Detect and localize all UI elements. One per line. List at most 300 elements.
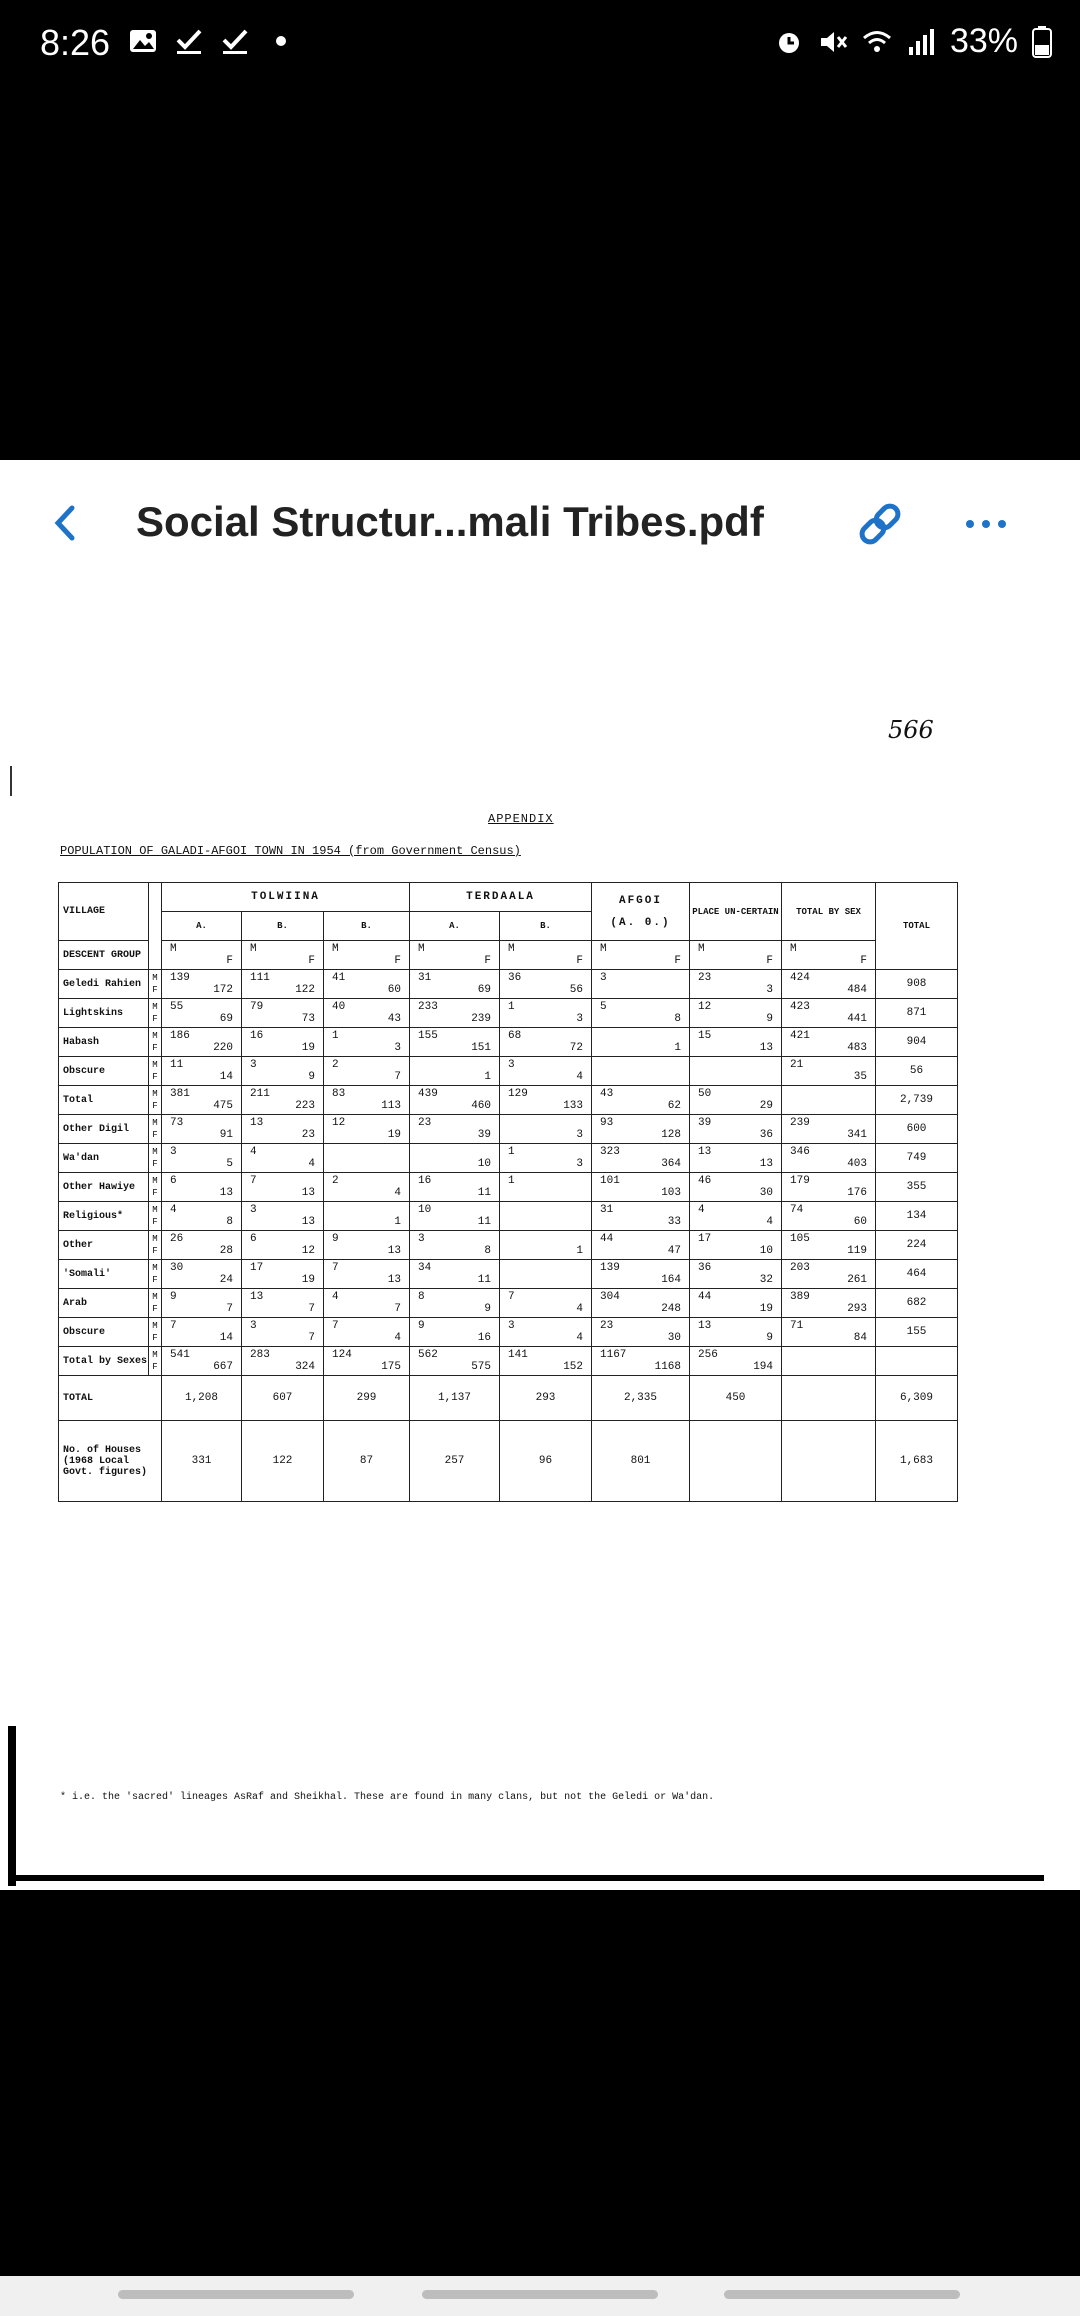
male-value: 139 [170,972,190,984]
row-label: Obscure [59,1057,149,1086]
female-value: 56 [569,984,583,996]
table-row [59,1289,958,1318]
data-cell [162,970,242,999]
data-cell [242,1260,324,1289]
table-row [59,1347,958,1376]
data-cell [242,1057,324,1086]
f-label: F [308,955,315,967]
female-value: 1 [484,1071,491,1083]
data-cell [410,1086,500,1115]
male-value: 23 [600,1320,614,1332]
f-label: F [674,955,681,967]
data-cell [500,1289,592,1318]
female-value: 13 [301,1216,315,1228]
afgoi-header [592,883,690,941]
female-value: 575 [471,1361,491,1373]
female-value: 13 [301,1187,315,1199]
data-cell [324,1231,410,1260]
data-cell [690,1115,782,1144]
female-value: 133 [563,1100,583,1112]
female-value: 460 [471,1100,491,1112]
status-bar [0,0,1080,92]
data-cell [324,1202,410,1231]
m-label: M [152,1002,158,1012]
female-value: 152 [563,1361,583,1373]
female-value: 341 [847,1129,867,1141]
male-value: 256 [698,1349,718,1361]
male-value: 7 [332,1262,339,1274]
data-cell [500,970,592,999]
data-cell [410,1115,500,1144]
female-value: 19 [301,1274,315,1286]
female-value: 8 [484,1245,491,1257]
male-value: 3 [508,1059,515,1071]
female-value: 11 [477,1274,491,1286]
summary-value: 96 [500,1421,592,1502]
f-label: F [152,1333,158,1343]
mf-marker [149,1057,162,1086]
female-value: 7 [308,1332,315,1344]
female-value: 3 [576,1158,583,1170]
male-value: 421 [790,1030,810,1042]
summary-value: 122 [242,1421,324,1502]
female-value: 84 [853,1332,867,1344]
summary-value: 1,137 [410,1376,500,1421]
female-value: 69 [219,1013,233,1025]
male-value: 7 [170,1320,177,1332]
female-value: 23 [301,1129,315,1141]
total-header: TOTAL [876,883,958,970]
row-label: Total [59,1086,149,1115]
navigation-bar [0,2276,1080,2316]
table-row [59,1318,958,1347]
m-label: M [152,1205,158,1215]
data-cell [690,1173,782,1202]
sub-label: A. [410,912,500,941]
data-cell [162,1115,242,1144]
data-cell [410,1318,500,1347]
female-value: 14 [219,1071,233,1083]
mf-header [149,883,162,970]
row-label: 'Somali' [59,1260,149,1289]
female-value: 175 [381,1361,401,1373]
m-label: M [152,973,158,983]
data-cell [592,1086,690,1115]
m-label: M [250,943,257,955]
male-value: 3 [250,1059,257,1071]
table-row [59,1173,958,1202]
data-cell [592,1028,690,1057]
m-label: M [152,1176,158,1186]
page-number: 566 [888,716,934,744]
sub-label: B. [242,912,324,941]
male-value: 4 [170,1204,177,1216]
male-value: 3 [508,1320,515,1332]
row-label: Other Digil [59,1115,149,1144]
row-label: Obscure [59,1318,149,1347]
f-label: F [152,1101,158,1111]
grand-total-row [59,1376,958,1421]
row-total: 464 [876,1260,958,1289]
male-value: 1 [332,1030,339,1042]
data-cell [242,1086,324,1115]
female-value: 194 [753,1361,773,1373]
summary-value [782,1376,876,1421]
data-cell [242,999,324,1028]
data-cell [410,1173,500,1202]
female-value: 7 [394,1071,401,1083]
scan-mark [10,766,12,796]
female-value: 4 [394,1187,401,1199]
summary-total: 6,309 [876,1376,958,1421]
female-value: 35 [853,1071,867,1083]
female-value: 91 [219,1129,233,1141]
male-value: 124 [332,1349,352,1361]
row-label: Arab [59,1289,149,1318]
female-value: 164 [661,1274,681,1286]
male-value: 44 [600,1233,614,1245]
data-cell [500,999,592,1028]
female-value: 12 [301,1245,315,1257]
male-value: 179 [790,1175,810,1187]
nav-home-button[interactable] [422,2290,658,2299]
female-value: 69 [477,984,491,996]
male-value: 283 [250,1349,270,1361]
data-cell [242,1289,324,1318]
male-value: 15 [698,1030,712,1042]
female-value: 32 [759,1274,773,1286]
male-value: 10 [418,1204,432,1216]
m-label: M [418,943,425,955]
mf-marker [149,1318,162,1347]
female-value: 5 [226,1158,233,1170]
mf-marker [149,1086,162,1115]
scan-bottom-edge [16,1875,1044,1881]
male-value: 13 [698,1320,712,1332]
battery-icon [1032,26,1052,58]
male-value: 23 [418,1117,432,1129]
female-value: 72 [569,1042,583,1054]
mf-marker [149,1231,162,1260]
row-total: 155 [876,1318,958,1347]
male-value: 346 [790,1146,810,1158]
sub-label: B. [324,912,410,941]
female-value: 1 [394,1216,401,1228]
mf-subheader [324,941,410,970]
male-value: 239 [790,1117,810,1129]
male-value: 12 [698,1001,712,1013]
male-value: 424 [790,972,810,984]
female-value: 39 [477,1129,491,1141]
mf-subheader [592,941,690,970]
data-cell [690,1028,782,1057]
data-cell [242,1115,324,1144]
nav-back-button[interactable] [724,2290,960,2299]
female-value: 176 [847,1187,867,1199]
female-value: 13 [387,1245,401,1257]
m-label: M [152,1089,158,1099]
female-value: 1 [576,1245,583,1257]
data-cell [162,1231,242,1260]
mf-marker [149,999,162,1028]
summary-value: 1,208 [162,1376,242,1421]
female-value: 4 [308,1158,315,1170]
male-value: 13 [250,1117,264,1129]
m-label: M [698,943,705,955]
male-value: 3 [170,1146,177,1158]
pdf-page[interactable] [0,590,1080,1890]
female-value: 4 [576,1303,583,1315]
row-total: 682 [876,1289,958,1318]
male-value: 11 [170,1059,184,1071]
document-title: Social Structur...mali Tribes.pdf [136,498,764,545]
table-row [59,1144,958,1173]
data-cell [162,1028,242,1057]
data-cell [324,1115,410,1144]
table-row [59,1086,958,1115]
data-cell [592,1260,690,1289]
data-cell [242,1144,324,1173]
male-value: 141 [508,1349,528,1361]
data-cell [782,1289,876,1318]
header-row-3 [59,941,958,970]
status-right [774,22,1052,61]
summary-value: 87 [324,1421,410,1502]
female-value: 9 [484,1303,491,1315]
data-cell [592,1115,690,1144]
male-value: 129 [508,1088,528,1100]
dot-icon [266,26,296,56]
more-options-button[interactable] [956,496,1016,552]
alarm-icon [774,27,804,57]
data-cell [592,970,690,999]
data-cell [500,1202,592,1231]
male-value: 3 [250,1204,257,1216]
male-value: 71 [790,1320,804,1332]
data-cell [690,1231,782,1260]
female-value: 3 [394,1042,401,1054]
male-value: 34 [418,1262,432,1274]
male-value: 43 [600,1088,614,1100]
row-label: Geledi Rahien [59,970,149,999]
male-value: 7 [332,1320,339,1332]
male-value: 8 [418,1291,425,1303]
male-value: 2 [332,1175,339,1187]
signal-icon [906,27,936,57]
f-label: F [152,1304,158,1314]
f-label: F [152,1159,158,1169]
female-value: 364 [661,1158,681,1170]
data-cell [500,1057,592,1086]
data-cell [162,999,242,1028]
female-value: 3 [766,984,773,996]
mf-marker [149,1115,162,1144]
mf-subheader [500,941,592,970]
data-cell [410,1289,500,1318]
data-cell [690,970,782,999]
male-value: 3 [418,1233,425,1245]
summary-value: 801 [592,1421,690,1502]
male-value: 39 [698,1117,712,1129]
row-label: Total by Sexes [59,1347,149,1376]
link-icon[interactable] [852,496,908,552]
summary-value [690,1421,782,1502]
male-value: 36 [508,972,522,984]
mf-subheader [410,941,500,970]
female-value: 9 [308,1071,315,1083]
female-value: 4 [766,1216,773,1228]
data-cell [162,1173,242,1202]
female-value: 8 [226,1216,233,1228]
male-value: 9 [170,1291,177,1303]
mf-marker [149,1202,162,1231]
data-cell [690,1144,782,1173]
female-value: 60 [387,984,401,996]
female-value: 1168 [654,1361,681,1373]
data-cell [592,999,690,1028]
female-value: 324 [295,1361,315,1373]
male-value: 7 [508,1291,515,1303]
data-cell [162,1347,242,1376]
afgoi-label: AFGOI [618,894,662,907]
data-cell [500,1028,592,1057]
male-value: 17 [250,1262,264,1274]
male-value: 1 [508,1001,515,1013]
header-row-1 [59,883,958,912]
male-value: 73 [170,1117,184,1129]
male-value: 23 [698,972,712,984]
row-label: Other Hawiye [59,1173,149,1202]
male-value: 1 [508,1175,515,1187]
summary-value: 257 [410,1421,500,1502]
row-total: 355 [876,1173,958,1202]
female-value: 10 [759,1245,773,1257]
top-black-area [0,92,1080,460]
bottom-black-area [0,1890,1080,2276]
summary-value: 450 [690,1376,782,1421]
female-value: 441 [847,1013,867,1025]
female-value: 293 [847,1303,867,1315]
female-value: 62 [667,1100,681,1112]
data-cell [324,970,410,999]
male-value: 3 [250,1320,257,1332]
male-value: 4 [332,1291,339,1303]
status-time: 8:26 [40,22,111,63]
f-label: F [226,955,233,967]
back-button[interactable] [40,498,90,548]
data-cell [782,1115,876,1144]
summary-value: 299 [324,1376,410,1421]
male-value: 1167 [600,1349,627,1361]
sub-label: A. [162,912,242,941]
female-value: 220 [213,1042,233,1054]
male-value: 423 [790,1001,810,1013]
data-cell [782,1318,876,1347]
mf-marker [149,1289,162,1318]
data-cell [592,1173,690,1202]
f-label: F [576,955,583,967]
female-value: 28 [219,1245,233,1257]
male-value: 6 [250,1233,257,1245]
m-label: M [152,1350,158,1360]
female-value: 47 [667,1245,681,1257]
f-label: F [152,1043,158,1053]
row-label: Lightskins [59,999,149,1028]
male-value: 562 [418,1349,438,1361]
male-value: 26 [170,1233,184,1245]
male-value: 3 [600,972,607,984]
data-cell [782,1347,876,1376]
data-cell [782,999,876,1028]
data-cell [782,970,876,999]
table-row [59,1057,958,1086]
houses-row [59,1421,958,1502]
male-value: 41 [332,972,346,984]
male-value: 139 [600,1262,620,1274]
male-value: 4 [698,1204,705,1216]
data-cell [410,1231,500,1260]
male-value: 111 [250,972,270,984]
data-cell [410,1202,500,1231]
male-value: 36 [698,1262,712,1274]
data-cell [324,1086,410,1115]
male-value: 13 [698,1146,712,1158]
row-label: Other [59,1231,149,1260]
m-label: M [332,943,339,955]
nav-recents-button[interactable] [118,2290,354,2299]
summary-value: 293 [500,1376,592,1421]
data-cell [592,1347,690,1376]
row-total: 871 [876,999,958,1028]
app-bar [0,460,1080,591]
f-label: F [152,1188,158,1198]
descent-group-header: DESCENT GROUP [59,941,149,970]
data-cell [410,970,500,999]
data-cell [324,1260,410,1289]
data-cell [782,1086,876,1115]
data-cell [162,1289,242,1318]
female-value: 19 [301,1042,315,1054]
row-total: 904 [876,1028,958,1057]
male-value: 304 [600,1291,620,1303]
mf-marker [149,1173,162,1202]
female-value: 261 [847,1274,867,1286]
female-value: 128 [661,1129,681,1141]
row-label: TOTAL [59,1376,162,1421]
table-row [59,999,958,1028]
female-value: 7 [226,1303,233,1315]
f-label: F [152,1014,158,1024]
f-label: F [860,955,867,967]
f-label: F [484,955,491,967]
female-value: 151 [471,1042,491,1054]
table-row [59,1202,958,1231]
m-label: M [152,1263,158,1273]
male-value: 439 [418,1088,438,1100]
f-label: F [152,1130,158,1140]
data-cell [690,1347,782,1376]
male-value: 17 [698,1233,712,1245]
m-label: M [152,1321,158,1331]
check-icon [220,26,250,56]
data-cell [592,1289,690,1318]
f-label: F [152,1362,158,1372]
f-label: F [152,985,158,995]
data-cell [500,1231,592,1260]
data-cell [242,1347,324,1376]
data-cell [592,1231,690,1260]
row-total: 224 [876,1231,958,1260]
